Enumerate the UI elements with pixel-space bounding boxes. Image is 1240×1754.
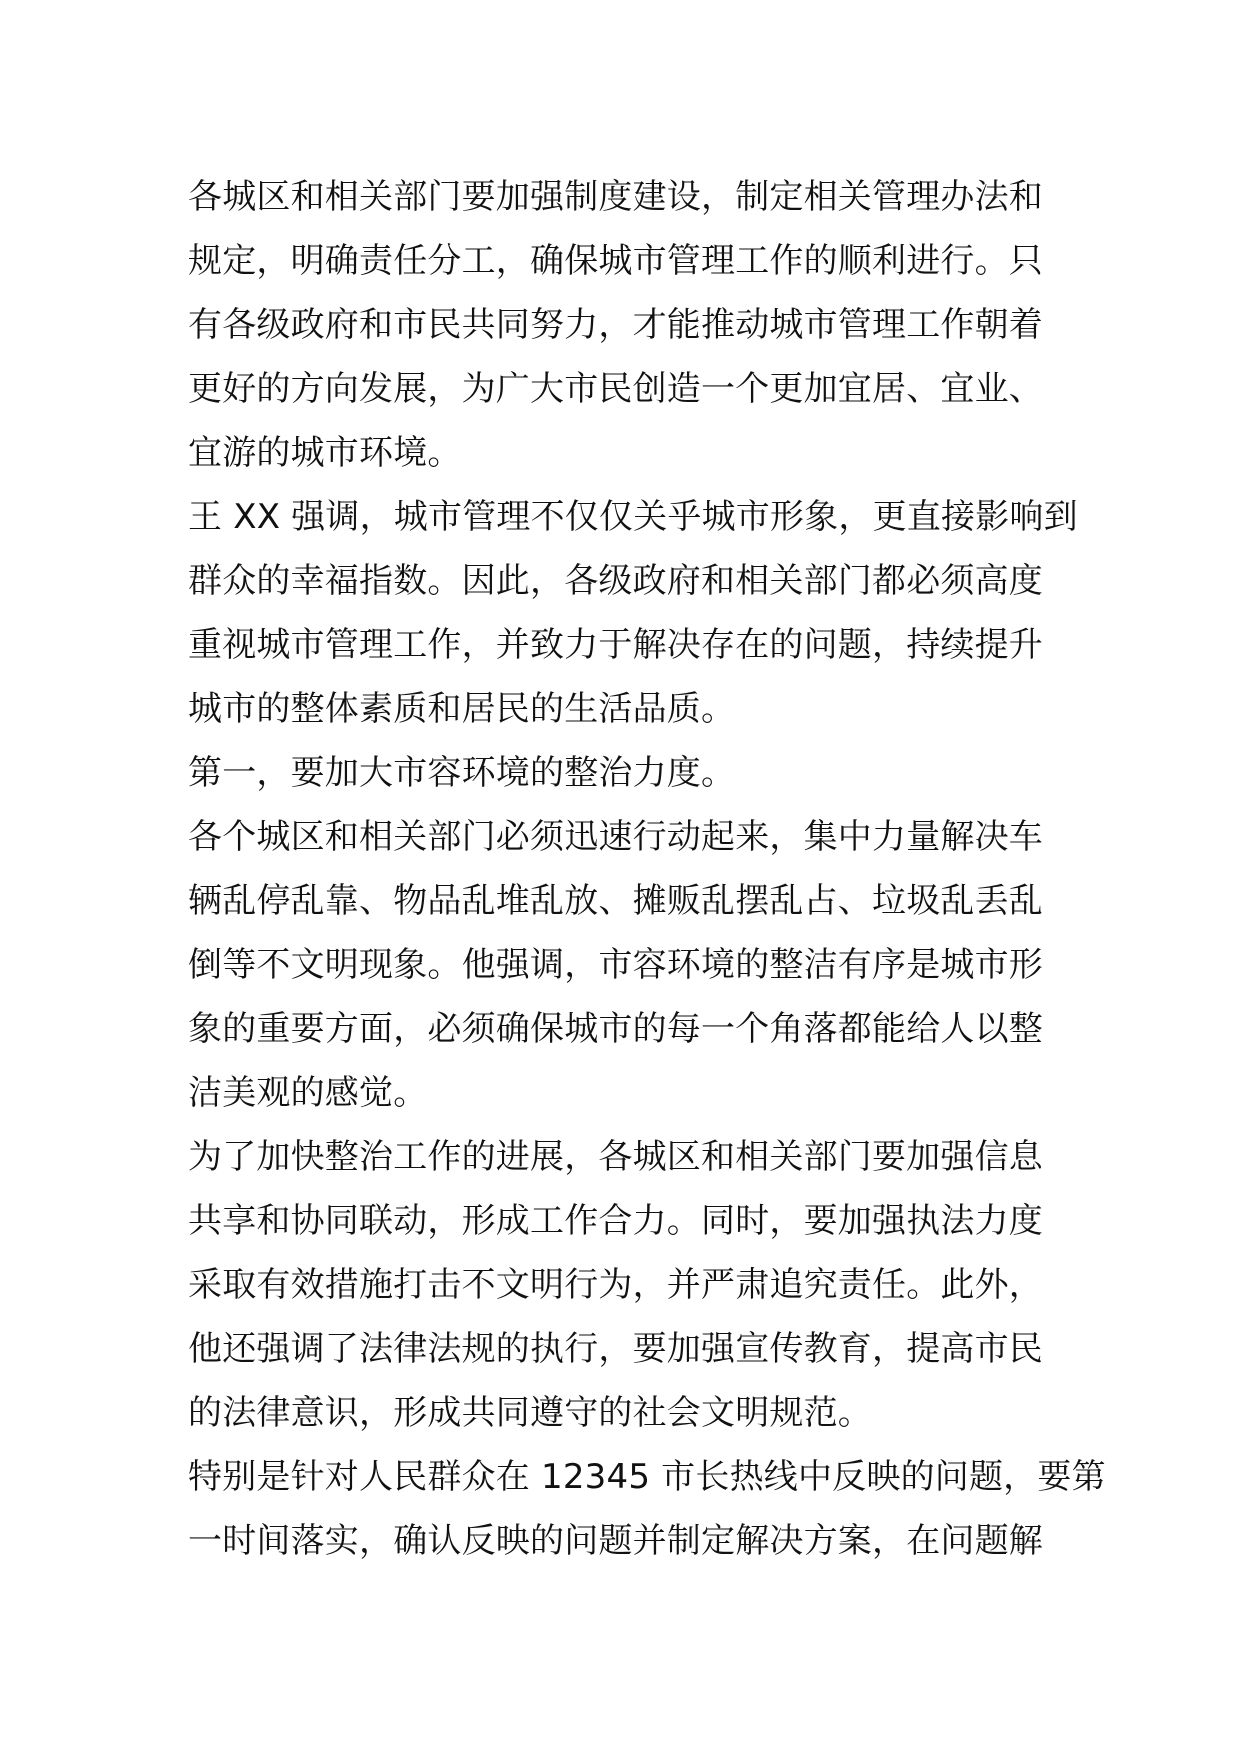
- text-line: 规定，明确责任分工，确保城市管理工作的顺利进行。只: [188, 241, 1043, 281]
- text-line: 重视城市管理工作，并致力于解决存在的问题，持续提升: [188, 625, 1043, 665]
- text-line: 各个城区和相关部门必须迅速行动起来，集中力量解决车: [188, 817, 1043, 857]
- text-line: 城市的整体素质和居民的生活品质。: [188, 689, 736, 729]
- text-line: 的法律意识，形成共同遵守的社会文明规范。: [188, 1393, 872, 1433]
- text-line: 倒等不文明现象。他强调，市容环境的整洁有序是城市形: [188, 945, 1043, 985]
- text-line: 采取有效措施打击不文明行为，并严肃追究责任。此外，: [188, 1265, 1043, 1305]
- document-body: [188, 165, 1106, 1573]
- text-line: 一时间落实，确认反映的问题并制定解决方案，在问题解: [188, 1521, 1043, 1561]
- text-line: 特别是针对人民群众在 12345 市长热线中反映的问题，要第: [188, 1457, 1106, 1497]
- text-line: 各城区和相关部门要加强制度建设，制定相关管理办法和: [188, 177, 1043, 217]
- text-line: 有各级政府和市民共同努力，才能推动城市管理工作朝着: [188, 305, 1043, 345]
- text-line: 宜游的城市环境。: [188, 433, 462, 473]
- text-line: 象的重要方面，必须确保城市的每一个角落都能给人以整: [188, 1009, 1043, 1049]
- section-heading: 第一，要加大市容环境的整治力度。: [188, 753, 736, 793]
- text-line: 共享和协同联动，形成工作合力。同时，要加强执法力度: [188, 1201, 1043, 1241]
- text-line: 群众的幸福指数。因此，各级政府和相关部门都必须高度: [188, 561, 1043, 601]
- text-line: 辆乱停乱靠、物品乱堆乱放、摊贩乱摆乱占、垃圾乱丢乱: [188, 881, 1043, 921]
- text-line: 王 XX 强调，城市管理不仅仅关乎城市形象，更直接影响到: [188, 497, 1078, 537]
- text-line: 他还强调了法律法规的执行，要加强宣传教育，提高市民: [188, 1329, 1043, 1369]
- text-line: 洁美观的感觉。: [188, 1073, 428, 1113]
- text-line: 为了加快整治工作的进展，各城区和相关部门要加强信息: [188, 1137, 1043, 1177]
- text-line: 更好的方向发展，为广大市民创造一个更加宜居、宜业、: [188, 369, 1043, 409]
